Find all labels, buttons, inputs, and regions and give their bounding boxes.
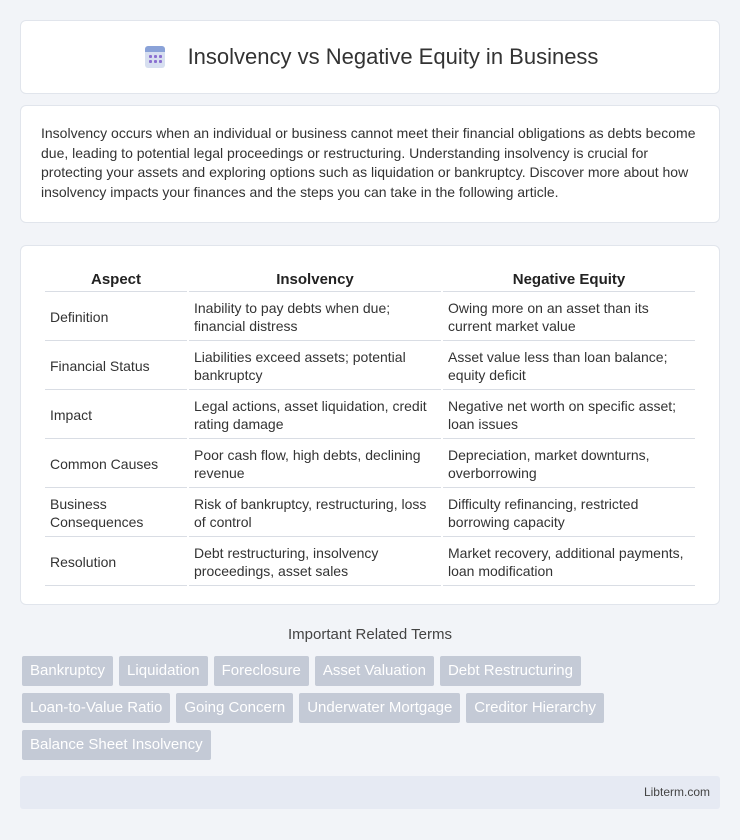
table-cell-negative-equity: Depreciation, market downturns, overborrowing [443,441,695,488]
tag-creditor-hierarchy[interactable]: Creditor Hierarchy [466,693,604,723]
tag-bankruptcy[interactable]: Bankruptcy [22,656,113,686]
table-cell-aspect: Financial Status [45,343,187,390]
comparison-table [43,266,697,588]
table-cell-insolvency: Legal actions, asset liquidation, credit rating damage [189,392,441,439]
tag-going-concern[interactable]: Going Concern [176,693,293,723]
table-cell-negative-equity: Owing more on an asset than its current market value [443,294,695,341]
tag-debt-restructuring[interactable]: Debt Restructuring [440,656,581,686]
tag-asset-valuation[interactable]: Asset Valuation [315,656,434,686]
table-row [45,539,695,586]
page-title: Insolvency vs Negative Equity in Business [187,44,599,69]
table-cell-insolvency: Inability to pay debts when due; financial distress [189,294,441,341]
table-row [45,343,695,390]
column-header: Negative Equity [443,268,695,292]
tag-liquidation[interactable]: Liquidation [119,656,208,686]
table-cell-aspect: Resolution [45,539,187,586]
intro-card [20,105,720,223]
table-cell-insolvency: Risk of bankruptcy, restructuring, loss of control [189,490,441,537]
table-cell-negative-equity: Difficulty refinancing, restricted borrowing capacity [443,490,695,537]
table-row [45,294,695,341]
table-cell-aspect: Common Causes [45,441,187,488]
table-cell-aspect: Business Consequences [45,490,187,537]
column-header: Insolvency [189,268,441,292]
tag-loan-to-value-ratio[interactable]: Loan-to-Value Ratio [22,693,170,723]
comparison-card [20,245,720,605]
header-card [20,20,720,94]
table-row [45,490,695,537]
tag-balance-sheet-insolvency[interactable]: Balance Sheet Insolvency [22,730,211,760]
table-cell-aspect: Definition [45,294,187,341]
footer [20,776,720,809]
tag-foreclosure[interactable]: Foreclosure [214,656,309,686]
table-row [45,441,695,488]
related-terms-title: Important Related Terms [288,626,452,643]
tag-underwater-mortgage[interactable]: Underwater Mortgage [299,693,460,723]
table-cell-negative-equity: Negative net worth on specific asset; loan issues [443,392,695,439]
table-cell-negative-equity: Market recovery, additional payments, loan modification [443,539,695,586]
intro-text: Insolvency occurs when an individual or business cannot meet their financial obligations as debts become due, leading to potential legal proceedings or restructuring. Understanding insolvency is crucial for protecting your assets and exploring options such as liquidation or bankruptcy. Discover more about how insolvency impacts your finances and the steps you can take in the following article. [41,125,696,200]
related-terms-tags [22,656,722,760]
table-row [45,392,695,439]
table-cell-negative-equity: Asset value less than loan balance; equity deficit [443,343,695,390]
column-header: Aspect [45,268,187,292]
header [142,44,599,70]
document-icon [142,44,168,70]
table-header-row [45,268,695,292]
table-cell-insolvency: Liabilities exceed assets; potential bankruptcy [189,343,441,390]
table-cell-insolvency: Poor cash flow, high debts, declining revenue [189,441,441,488]
table-cell-aspect: Impact [45,392,187,439]
footer-site-link[interactable]: Libterm.com [643,785,710,799]
table-cell-insolvency: Debt restructuring, insolvency proceedings, asset sales [189,539,441,586]
